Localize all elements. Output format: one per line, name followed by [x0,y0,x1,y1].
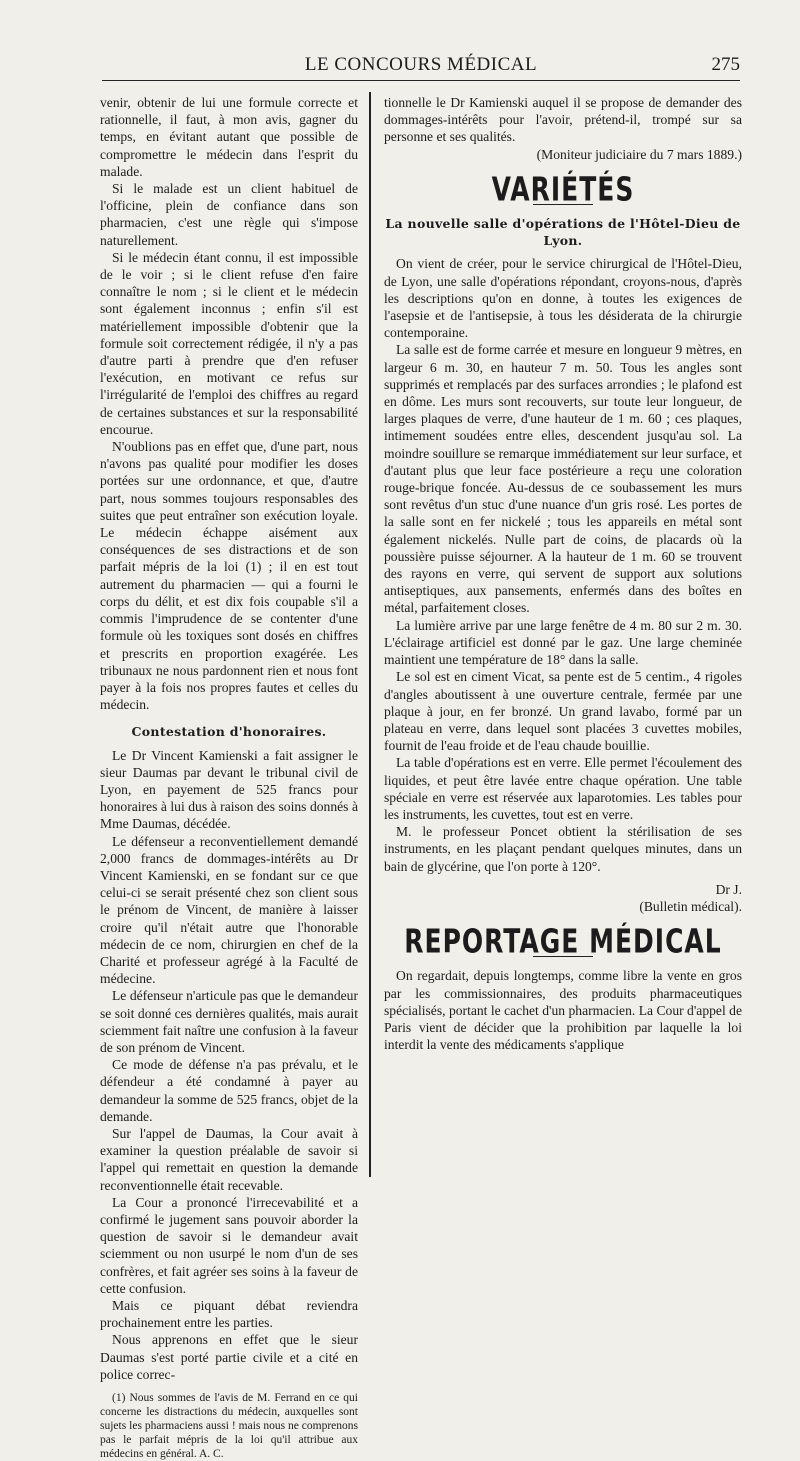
paragraph: La lumière arrive par une large fenêtre de 4 m. 80 sur 2 m. 30. L'éclairage artificiel est donné par le gaz. Une large cheminée maintient une température de 18° dans la salle. [384,617,742,668]
section-subheading: Contestation d'honoraires. [131,724,327,740]
journal-title: LE CONCOURS MÉDICAL [304,54,538,75]
paragraph: venir, obtenir de lui une formule correcte et rationnelle, il faut, à mon avis, gagner du temps, en évitant autant que possible de compromettre le médecin dans l'esprit du malade. [100,95,358,179]
author-signature: Dr J. [715,881,742,897]
paragraph: N'oublions pas en effet que, d'une part, nous n'avons pas qualité pour modifier les doses portées sur une ordonnance, et que, d'autre part, nous sommes toujours responsables des suites que peut entraîner son exécution loyale. Le médecin échappe aisément aux conséquences de ses distractions et de son parfait mépris de la loi (1) ; il en est tout autrement du pharmacien — qui a fourni le corps du délit, et est dix fois coupable s'il a commis l'imprudence de se contenter d'une formule où les toxiques sont dosés en chiffres et prescrits en proportion exagérée. Les tribunaux ne nous pardonnent rien et nous font payer à la fois nos propres fautes et celles du médecin. [100,439,358,713]
paragraph: Nous apprenons en effet que le sieur Daumas s'est porté partie civile et a cité en police correc- [100,1332,358,1382]
paragraph: Le défenseur n'articule pas que le demandeur se soit donné ces dernières qualités, mais aurait sciemment fait naître une confusion à la faveur de son prénom de Vincent. [100,988,358,1055]
paragraph: M. le professeur Poncet obtient la stérilisation de ses instruments, en les plaçant pendant quelques minutes, dans un bain de glycérine, que l'on porte à 120°. [384,824,742,874]
footnote-signature: A. C. [199,1448,224,1461]
page-number: 275 [711,54,740,75]
right-column [384,94,742,1174]
paragraph: On vient de créer, pour le service chirurgical de l'Hôtel-Dieu, de Lyon, une salle d'opérations répondant, croyons-nous, d'après les descriptions qu'on en donne, à toutes les exigences de l'asepsie et de l'antisepsie, à tous les désiderata de la chirurgie contemporaine. [384,256,742,341]
paragraph: Sur l'appel de Daumas, la Cour avait à examiner la question préalable de savoir si l'appel qui remettait en question la demande reconventionnelle était recevable. [100,1125,358,1193]
paragraph: La Cour a prononcé l'irrecevabilité et a confirmé le jugement sans pouvoir aborder la question de savoir si le demandeur avait sciemment ou non usurpé le nom d'un de ses confrères, et fait agréer ses soins à la faveur de cette confusion. [100,1194,358,1296]
paragraph: Le sol est en ciment Vicat, sa pente est de 5 centim., 4 rigoles d'angles aboutissent à une ouverture centrale, fermée par une plaque à jour, en fer bronzé. Un grand lavabo, formé par un plateau en verre, dans lequel sont placées 3 cuvettes mobiles, fournit de l'eau froide et de l'eau chaude bouillie. [384,669,742,754]
paragraph: Ce mode de défense n'a pas prévalu, et le défendeur a été condamné à payer au demandeur la somme de 525 francs, objet de la demande. [100,1057,358,1124]
footnote [100,1391,358,1461]
paragraph: On regardait, depuis longtemps, comme libre la vente en gros par les commissionnaires, des produits pharmaceutiques spécialisés, portant le cachet d'un pharmacien. La Cour d'appel de Paris vient de décider que la prohibition par laquelle la loi interdit la vente des médicaments s'applique [384,968,742,1053]
paragraph: Si le malade est un client habituel de l'officine, plein de confiance dans son pharmacien, c'est une règle qui s'impose naturellement. [100,181,358,248]
paragraph: Le Dr Vincent Kamienski a fait assigner le sieur Daumas par devant le tribunal civil de Lyon, en payement de 525 francs pour honoraires à lui dus à raison des soins donnés à Mme Daumas, décédée. [100,747,358,832]
footnote-text: (1) Nous sommes de l'avis de M. Ferrand en ce qui concerne les distractions du médecin, auxquelles sont sujets les pharmaciens aussi ! mais nous ne comprenons pas le parfait mépris de la loi qu'il attribue aux médecins en général. [100,1392,358,1461]
paragraph: Si le médecin étant connu, il est impossible de le voir ; si le client refuse d'en faire connaître le nom ; si le client et le médecin sont également inconnus ; enfin s'il est matériellement impossible d'obtenir que la formule soit correctement rédigée, il n'y a pas d'autre parti à prendre que d'en refuser l'exécution, en motivant ce refus sur l'irrégularité de l'emploi des chiffres au regard de certaines substances et sur la responsabilité encourue. [100,249,358,437]
paragraph: tionnelle le Dr Kamienski auquel il se propose de demander des dommages-intérêts pour l'avoir, prétend-il, trompé sur sa personne et ses qualités. [384,95,742,145]
paragraph: Mais ce piquant débat reviendra prochainement entre les parties. [100,1298,358,1331]
paragraph: La table d'opérations est en verre. Elle permet l'écoulement des liquides, et peut être lavée entre chaque opération. Une table spéciale en verre est réservée aux laparotomies. Les tables pour les instruments, les cuvettes, tout est en verre. [384,755,742,822]
source-citation: (Moniteur judiciaire du 7 mars 1889.) [536,146,742,162]
left-column [100,94,358,1461]
running-header [102,50,740,81]
column-divider [369,92,371,1177]
paragraph: Le défenseur a reconventiellement demandé 2,000 francs de dommages-intérêts au Dr Vincent Kamienski, en se fondant sur ce que celui-ci se serait présenté chez son client sous le prénom de Vincent, de manière à laisser croire qu'il n'était autre que l'honorable médecin de ce nom, chirurgien en chef de la Charité et professeur agrégé à la Faculté de médecine. [100,833,358,987]
section-heading: VARIÉTÉS [491,170,635,209]
paragraph: La salle est de forme carrée et mesure en longueur 9 mètres, en largeur 6 m. 30, en hauteur 7 m. 50. Tous les angles sont supprimés et remplacés par des surfaces arrondies ; le plafond est en dôme. Les murs sont recouverts, sur toute leur longueur, de larges plaques de verre, d'une hauteur de 1 m. 60 ; ces plaques, intimement soudées entre elles, descendent jusqu'au sol. La moindre souillure se remarque immédiatement sur leur surface, et d'autant plus que leur face postérieure a reçu une coloration rouge-brique foncée. Au-dessus de ce soubassement les murs sont revêtus d'un stuc d'une nuance d'un gris rosé. Les portes de la salle sont en fer nickelé ; tous les appareils en métal sont également nickelés. Nulle part de coins, de placards où la poussière puisse séjourner. A la hauteur de 1 m. 60 se trouvent des rayons en verre, qui servent de support aux solutions antiseptiques, aux pansements, enfermés dans des boîtes en métal, parfaitement closes. [384,342,742,616]
source-citation: (Bulletin médical). [639,898,742,914]
section-heading: REPORTAGE MÉDICAL [404,922,722,961]
article-subheading: La nouvelle salle d'opérations de l'Hôtel-Dieu de Lyon. [385,216,741,249]
